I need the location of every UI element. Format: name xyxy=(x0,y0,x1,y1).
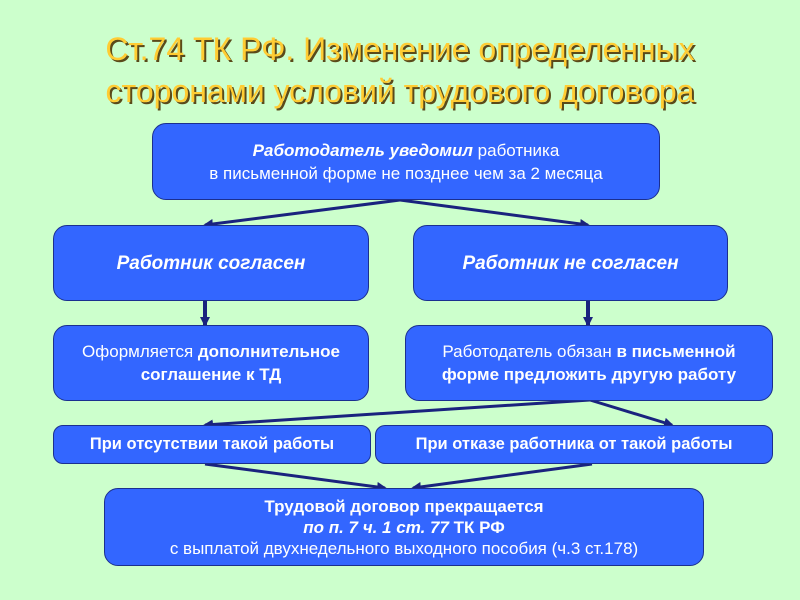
disagree-label: Работник не согласен xyxy=(462,252,679,274)
terminate-article: по п. 7 ч. 1 ст. 77 xyxy=(303,517,449,537)
notify-employer-notified: Работодатель уведомил xyxy=(252,140,473,160)
arrow-no-work-to-terminate xyxy=(205,464,385,488)
terminate-code: ТК РФ xyxy=(448,517,505,537)
agree-label: Работник согласен xyxy=(116,252,306,274)
supplement-box xyxy=(53,325,369,401)
arrow-refuse-to-terminate xyxy=(413,464,592,488)
arrow-offer-to-refuse xyxy=(590,400,672,425)
arrow-notify-to-disagree xyxy=(400,200,588,225)
terminate-line-1: Трудовой договор прекращается xyxy=(264,496,544,516)
offer-plain: Работодатель обязан xyxy=(442,342,617,361)
agree-box xyxy=(53,225,369,301)
refuse-box xyxy=(375,425,773,464)
notify-line-2: в письменной форме не позднее чем за 2 месяца xyxy=(209,163,603,183)
no-work-box xyxy=(53,425,371,464)
supplement-line-2: соглашение к ТД xyxy=(140,365,282,384)
offer-bold: в письменной xyxy=(616,342,736,361)
arrow-offer-to-no-work xyxy=(205,400,590,425)
no-work-label: При отсутствии такой работы xyxy=(89,435,335,453)
terminate-line-2 xyxy=(303,517,505,538)
disagree-box xyxy=(413,225,728,301)
offer-line-2: форме предложить другую работу xyxy=(441,365,737,384)
supplement-line-1 xyxy=(82,340,340,363)
title-line-1: Ст.74 ТК РФ. Изменение определенных xyxy=(105,31,695,67)
offer-box xyxy=(405,325,773,401)
supplement-bold: дополнительное xyxy=(197,342,340,361)
supplement-plain: Оформляется xyxy=(82,342,198,361)
offer-line-1 xyxy=(442,340,735,363)
terminate-box xyxy=(104,488,704,566)
arrow-notify-to-agree xyxy=(205,200,400,225)
title-line-2: сторонами условий трудового договора xyxy=(105,73,695,109)
refuse-label: При отказе работника от такой работы xyxy=(415,435,733,453)
notify-worker: работника xyxy=(472,140,560,160)
notify-box xyxy=(152,123,660,200)
notify-line-1 xyxy=(253,139,560,162)
terminate-line-3: с выплатой двухнедельного выходного пособия (ч.3 ст.178) xyxy=(169,538,639,558)
